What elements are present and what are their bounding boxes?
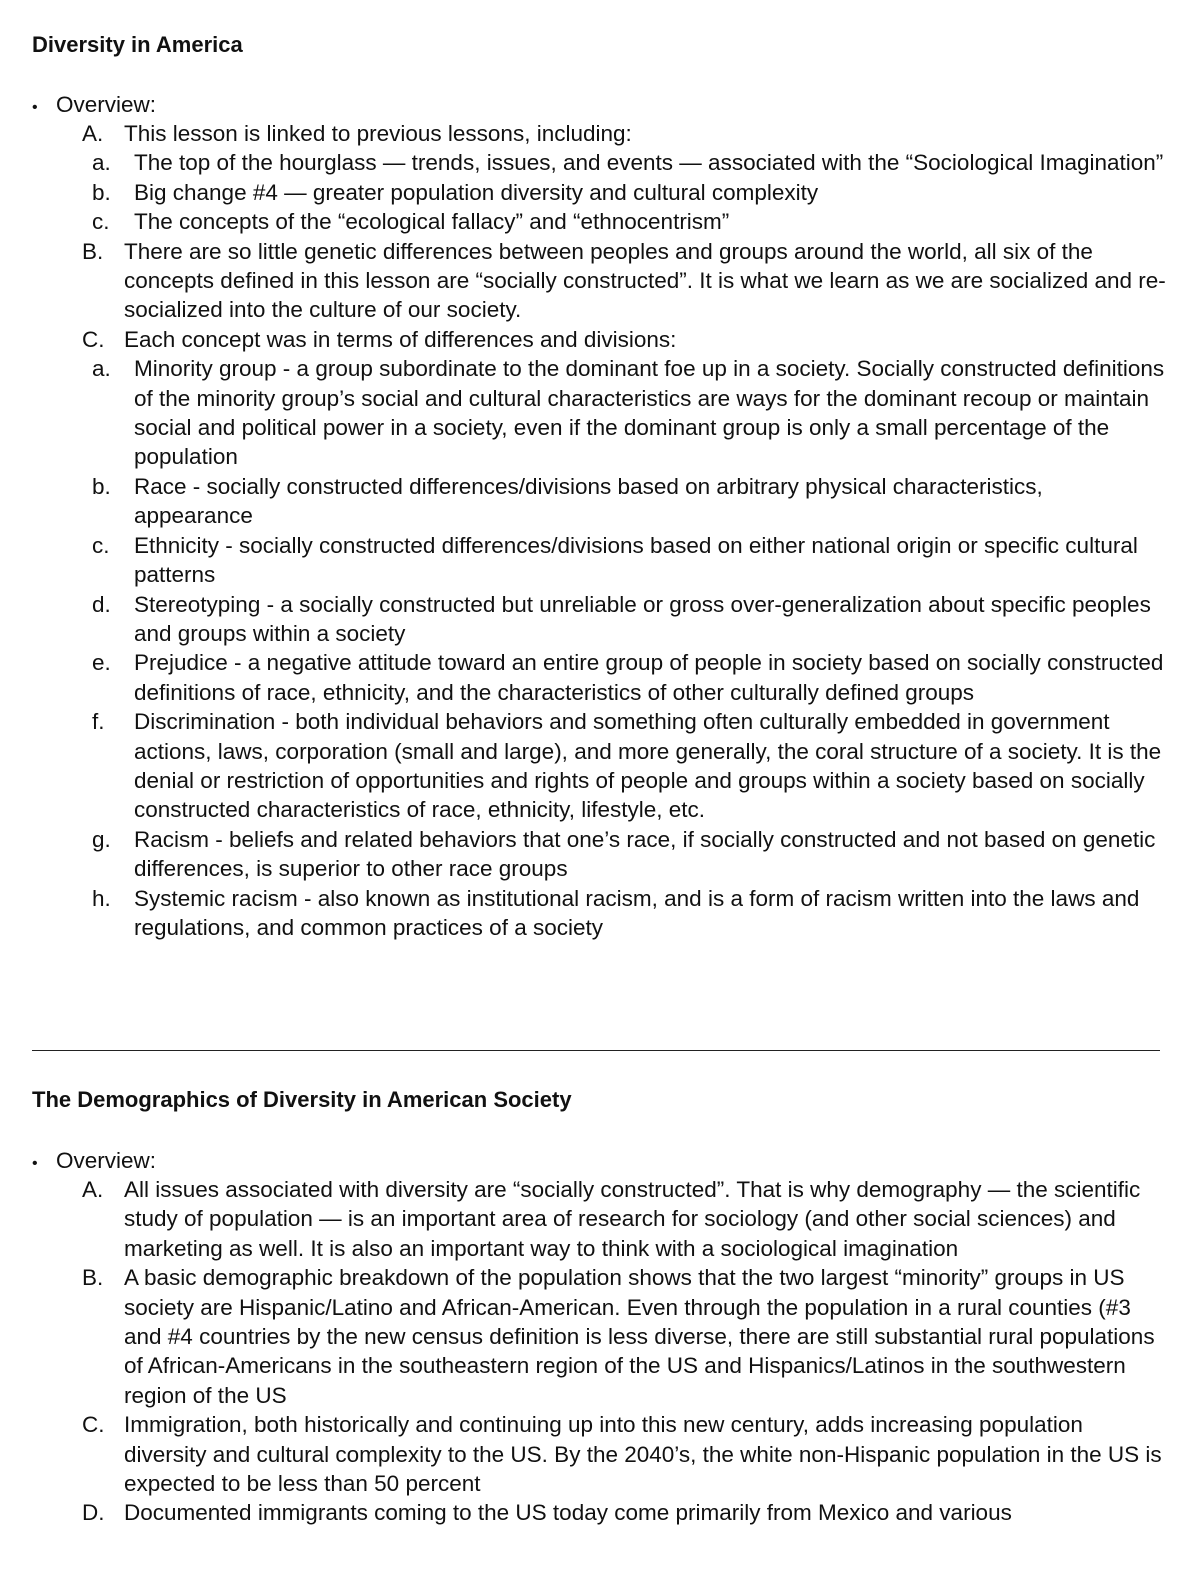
- list-item-text: This lesson is linked to previous lessons, including:: [124, 121, 632, 146]
- sub-list-item: [82, 648, 1167, 707]
- section-divider: [32, 1050, 1160, 1051]
- sub-list-item: [82, 148, 1167, 177]
- bullet-icon: •: [32, 99, 38, 116]
- overview-label: Overview:: [56, 92, 157, 117]
- list-item: [82, 1175, 1167, 1263]
- overview-label: Overview:: [56, 1148, 157, 1173]
- sub-list-item: [82, 707, 1167, 825]
- outline-list: [82, 119, 1167, 942]
- list-marker: C.: [82, 326, 105, 352]
- list-item: [82, 237, 1167, 325]
- sub-list-item-text: Systemic racism - also known as institutional racism, and is a form of racism written into the laws and regulations, and common practices of a society: [134, 885, 1140, 940]
- list-item: [82, 119, 1167, 237]
- sub-list-item: [82, 825, 1167, 884]
- sub-list-item-text: Ethnicity - socially constructed differences/divisions based on either national origin or specific cultural patterns: [134, 532, 1138, 588]
- sub-list-item: [82, 590, 1167, 649]
- sub-list-item: [82, 354, 1167, 472]
- list-item: [82, 1263, 1167, 1410]
- list-marker: B.: [82, 1265, 104, 1291]
- list-item: [82, 1410, 1167, 1498]
- sub-list-marker: e.: [92, 650, 111, 676]
- section-title: The Demographics of Diversity in American Society: [32, 1087, 572, 1112]
- sub-list: [82, 354, 1167, 942]
- list-item: [82, 325, 1167, 943]
- list-item: [82, 1498, 1167, 1527]
- list-item-text: Documented immigrants coming to the US today come primarily from Mexico and various: [124, 1500, 1012, 1526]
- overview-bullet: [32, 1146, 156, 1178]
- sub-list-item-text: Race - socially constructed differences/divisions based on arbitrary physical characteristics, appearance: [134, 473, 1043, 529]
- sub-list-item-text: Discrimination - both individual behaviors and something often culturally embedded in government actions, laws, corporation (small and large), and more generally, the coral structure of a society. It is the denial or restriction of opportunities and rights of people and groups within a society based on socially constructed characteristics of race, ethnicity, lifestyle, etc.: [134, 709, 1162, 823]
- sub-list-marker: b.: [92, 179, 111, 205]
- sub-list-marker: c.: [92, 209, 110, 235]
- list-marker: B.: [82, 238, 104, 264]
- list-item-text: Immigration, both historically and continuing up into this new century, adds increasing population diversity and cultural complexity to the US. By the 2040’s, the white non-Hispanic population in the US is expected to be less than 50 percent: [124, 1412, 1162, 1497]
- sub-list-marker: h.: [92, 885, 111, 911]
- sub-list-item: [82, 207, 1167, 236]
- sub-list-marker: a.: [92, 356, 111, 382]
- sub-list-marker: a.: [92, 150, 111, 176]
- overview-bullet: [32, 90, 156, 122]
- sub-list-item-text: Stereotyping - a socially constructed but unreliable or gross over-generalization about specific peoples and groups within a society: [134, 591, 1151, 646]
- sub-list-item: [82, 884, 1167, 943]
- sub-list-item-text: Minority group - a group subordinate to the dominant foe up in a society. Socially constructed definitions of the minority group’s social and cultural characteristics are ways for the dominant recoup or maintain social and political power in a society, even if the dominant group is only a small percentage of the population: [134, 356, 1165, 470]
- sub-list-marker: f.: [92, 709, 105, 735]
- sub-list-item-text: The top of the hourglass — trends, issues, and events — associated with the “Sociological Imagination”: [134, 150, 1164, 176]
- list-item-text: There are so little genetic differences between peoples and groups around the world, all six of the concepts defined in this lesson are “socially constructed”. It is what we learn as we are socialized and re-socialized into the culture of our society.: [124, 238, 1166, 323]
- list-item-text: All issues associated with diversity are “socially constructed”. That is why demography — the scientific study of population — is an important area of research for sociology (and other social sciences) and marketing as well. It is also an important way to think with a sociological imagination: [124, 1177, 1141, 1261]
- outline-list: [82, 1175, 1167, 1528]
- sub-list-item-text: The concepts of the “ecological fallacy” and “ethnocentrism”: [134, 209, 730, 235]
- sub-list: [82, 148, 1167, 236]
- list-item-text: Each concept was in terms of differences and divisions:: [124, 326, 677, 352]
- list-marker: A.: [82, 1177, 104, 1202]
- list-marker: A.: [82, 121, 104, 146]
- list-marker: D.: [82, 1500, 105, 1526]
- sub-list-item: [82, 472, 1167, 531]
- bullet-icon: •: [32, 1155, 38, 1172]
- sub-list-item: [82, 178, 1167, 207]
- section-title: Diversity in America: [32, 32, 243, 57]
- list-item-text: A basic demographic breakdown of the population shows that the two largest “minority” groups in US society are Hispanic/Latino and African-American. Even through the population in a rural counties (#3 and #4 countries by the new census definition is less diverse, there are still substantial rural populations of African-Americans in the southeastern region of the US and Hispanics/Latinos in the southwestern region of the US: [124, 1265, 1155, 1408]
- sub-list-marker: b.: [92, 473, 111, 499]
- sub-list-marker: g.: [92, 826, 111, 852]
- sub-list-marker: c.: [92, 532, 110, 558]
- sub-list-item-text: Racism - beliefs and related behaviors that one’s race, if socially constructed and not based on genetic differences, is superior to other race groups: [134, 826, 1156, 882]
- sub-list-item-text: Prejudice - a negative attitude toward an entire group of people in society based on socially constructed definitions of race, ethnicity, and the characteristics of other culturally defined groups: [134, 650, 1164, 705]
- sub-list-item-text: Big change #4 — greater population diversity and cultural complexity: [134, 179, 819, 205]
- list-marker: C.: [82, 1412, 105, 1438]
- sub-list-item: [82, 531, 1167, 590]
- sub-list-marker: d.: [92, 591, 111, 617]
